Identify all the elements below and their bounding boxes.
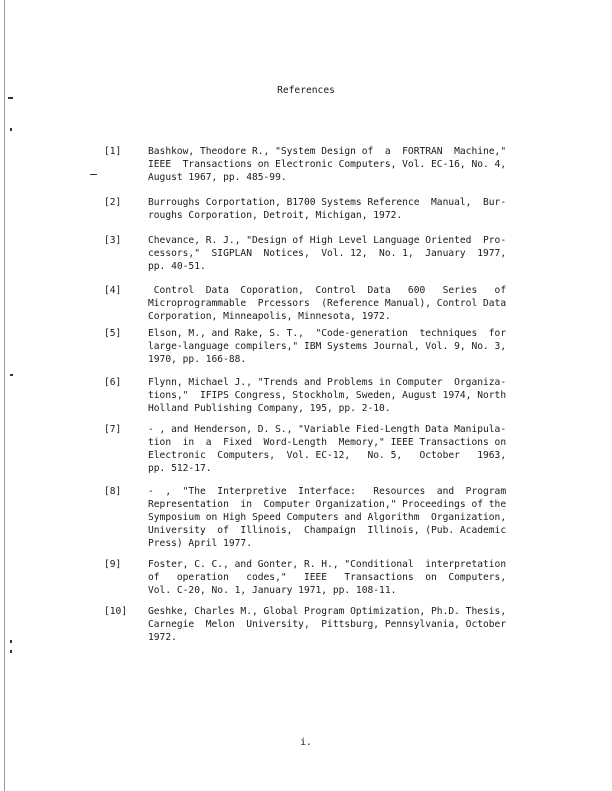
- scan-speck: [90, 174, 97, 175]
- reference-text: [148, 485, 520, 550]
- reference-line: Vol. C-20, No. 1, January 1971, pp. 108-11.: [148, 585, 397, 596]
- scan-edge-line: [4, 0, 5, 791]
- reference-line: cessors," SIGPLAN Notices, Vol. 12, No. 1, January 1977,: [148, 248, 507, 259]
- reference-line: - , and Henderson, D. S., "Variable Fied-Length Data Manipula-: [148, 424, 507, 435]
- reference-number: [2]: [104, 197, 122, 208]
- reference-line: IEEE Transactions on Electronic Computers, Vol. EC-16, No. 4,: [148, 159, 507, 170]
- reference-text: [148, 284, 520, 323]
- reference-line: large-language compilers," IBM Systems Journal, Vol. 9, No. 3,: [148, 341, 507, 352]
- reference-number: [4]: [104, 285, 122, 296]
- scan-speck: [10, 128, 12, 131]
- reference-line: 1970, pp. 166-88.: [148, 354, 247, 365]
- scan-speck: [10, 640, 12, 643]
- reference-line: Bashkow, Theodore R., "System Design of a FORTRAN Machine,": [148, 146, 507, 157]
- reference-text: [148, 558, 520, 597]
- reference-line: Foster, C. C., and Gonter, R. H., "Conditional interpretation: [148, 559, 507, 570]
- reference-line: tions," IFIPS Congress, Stockholm, Sweden, August 1974, North: [148, 390, 507, 401]
- reference-line: Chevance, R. J., "Design of High Level Language Oriented Pro-: [148, 235, 507, 246]
- reference-line: - , "The Interpretive Interface: Resources and Program: [148, 486, 507, 497]
- reference-line: 1972.: [148, 632, 177, 643]
- reference-text: [148, 605, 520, 644]
- reference-line: tion in a Fixed Word-Length Memory," IEEE Transactions on: [148, 437, 507, 448]
- reference-line: Flynn, Michael J., "Trends and Problems in Computer Organiza-: [148, 377, 507, 388]
- reference-line: roughs Corporation, Detroit, Michigan, 1972.: [148, 210, 403, 221]
- reference-line: University of Illinois, Champaign Illinois, (Pub. Academic: [148, 525, 507, 536]
- reference-number: [1]: [104, 146, 122, 157]
- reference-line: Symposium on High Speed Computers and Algorithm Organization,: [148, 512, 507, 523]
- reference-line: of operation codes," IEEE Transactions on Computers,: [148, 572, 507, 583]
- scan-speck: [8, 97, 13, 99]
- reference-number: [3]: [104, 235, 122, 246]
- reference-line: Elson, M., and Rake, S. T., "Code-generation techniques for: [148, 328, 507, 339]
- reference-text: [148, 423, 520, 475]
- reference-line: pp. 512-17.: [148, 463, 212, 474]
- scan-speck: [10, 650, 12, 653]
- page-title: References: [277, 85, 335, 96]
- reference-number: [9]: [104, 559, 122, 570]
- page-number: i.: [300, 737, 312, 748]
- reference-number: [8]: [104, 486, 122, 497]
- reference-text: [148, 376, 520, 415]
- reference-line: August 1967, pp. 485-99.: [148, 172, 287, 183]
- reference-line: Microprogrammable Prcessors (Reference Manual), Control Data: [148, 298, 507, 309]
- scan-speck: [10, 374, 13, 376]
- reference-line: Representation in Computer Organization," Proceedings of the: [148, 499, 507, 510]
- reference-number: [7]: [104, 424, 122, 435]
- reference-line: Holland Publishing Company, 195, pp. 2-10.: [148, 403, 391, 414]
- reference-number: [10]: [104, 606, 128, 617]
- reference-text: [148, 145, 520, 184]
- reference-line: Electronic Computers, Vol. EC-12, No. 5, October 1963,: [148, 450, 507, 461]
- reference-line: Burroughs Corportation, B1700 Systems Reference Manual, Bur-: [148, 197, 507, 208]
- reference-line: Corporation, Minneapolis, Minnesota, 1972.: [148, 311, 391, 322]
- reference-line: Carnegie Melon University, Pittsburg, Pennsylvania, October: [148, 619, 507, 630]
- reference-line: pp. 40-51.: [148, 261, 206, 272]
- reference-text: [148, 234, 520, 273]
- reference-line: Geshke, Charles M., Global Program Optimization, Ph.D. Thesis,: [148, 606, 507, 617]
- reference-line: Control Data Coporation, Control Data 600 Series of: [148, 285, 507, 296]
- reference-line: Press) April 1977.: [148, 538, 252, 549]
- reference-text: [148, 327, 520, 366]
- reference-number: [6]: [104, 377, 122, 388]
- reference-number: [5]: [104, 328, 122, 339]
- reference-text: [148, 196, 520, 222]
